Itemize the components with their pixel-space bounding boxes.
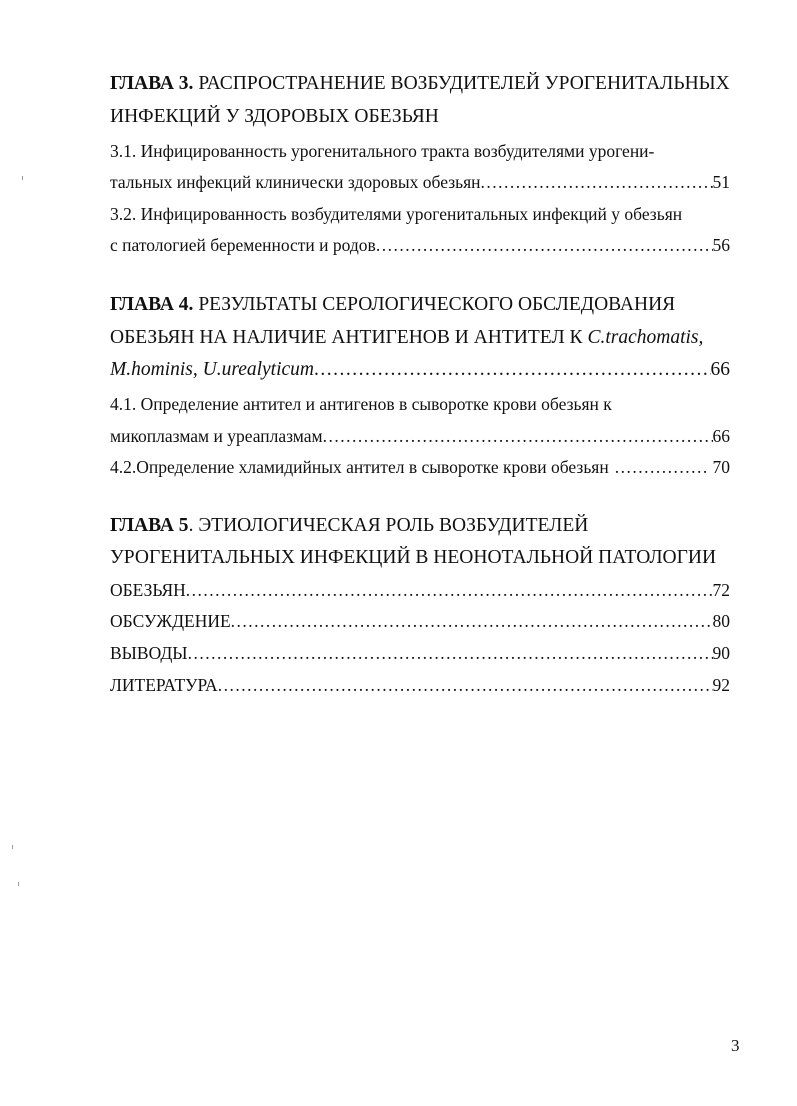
chapter3-label: ГЛАВА 3.: [110, 73, 194, 94]
section-4-1-text: микоплазмам и уреаплазмам: [110, 426, 323, 446]
section-3-1-line1: 3.1. Инфицированность урогенитального тракта возбудителями урогени-: [110, 141, 655, 161]
section-4-1-page: 66: [712, 426, 730, 446]
chapter4-page: 66: [710, 359, 730, 380]
chapter5-heading-line3: [110, 575, 730, 605]
conclusions-entry: [110, 638, 730, 668]
leader-dots: [481, 167, 713, 197]
chapter5-page: 72: [712, 580, 730, 600]
section-4-2-text: 4.2.Определение хламидийных антител в сыворотке крови обезьян: [110, 457, 609, 477]
chapter4-title: РЕЗУЛЬТАТЫ СЕРОЛОГИЧЕСКОГО ОБСЛЕДОВАНИЯ: [193, 294, 676, 315]
scan-mark: [22, 176, 23, 180]
chapter4-heading-line2: [110, 323, 730, 353]
literature-text: ЛИТЕРАТУРА: [110, 675, 218, 695]
discussion-entry: [110, 606, 730, 636]
section-3-2-line1: 3.2. Инфицированность возбудителями урогенитальных инфекций у обезьян: [110, 204, 683, 224]
leader-dots: [231, 606, 713, 636]
discussion-text: ОБСУЖДЕНИЕ: [110, 611, 231, 631]
chapter5-heading-line2: УРОГЕНИТАЛЬНЫХ ИНФЕКЦИЙ В НЕОНОТАЛЬНОЙ ПАТОЛОГИИ: [110, 547, 717, 568]
section-4-2-page: 70: [712, 457, 730, 477]
section-3-1-line2: [110, 167, 730, 197]
chapter4-species-1: C.trachomatis,: [587, 327, 704, 348]
page-number: 3: [731, 1036, 740, 1055]
chapter5-title-line3: ОБЕЗЬЯН: [110, 580, 186, 600]
leader-dots: [186, 575, 713, 605]
section-4-2-line1: [110, 452, 730, 482]
section-3-1-page: 51: [712, 172, 730, 192]
section-3-2-text: с патологией беременности и родов: [110, 235, 376, 255]
scan-mark: [18, 882, 19, 886]
chapter3-heading-line1: [110, 69, 730, 99]
chapter5-heading-line1: [110, 511, 730, 541]
chapter4-species-2: M.hominis, U.urealyticum: [110, 359, 314, 380]
conclusions-text: ВЫВОДЫ: [110, 643, 188, 663]
leader-dots: [609, 452, 707, 482]
chapter5-title: . ЭТИОЛОГИЧЕСКАЯ РОЛЬ ВОЗБУДИТЕЛЕЙ: [188, 515, 589, 536]
section-4-1-line1: 4.1. Определение антител и антигенов в сыворотке крови обезьян к: [110, 394, 612, 414]
literature-entry: [110, 670, 730, 700]
literature-page: 92: [712, 675, 730, 695]
leader-dots: [218, 670, 713, 700]
chapter4-label: ГЛАВА 4.: [110, 294, 194, 315]
conclusions-page: 90: [712, 643, 730, 663]
leader-dots: [188, 638, 713, 668]
discussion-page: 80: [712, 611, 730, 631]
section-3-1-text: тальных инфекций клинически здоровых обезьян: [110, 172, 481, 192]
section-3-2-page: 56: [712, 235, 730, 255]
leader-dots: [376, 230, 713, 260]
chapter5-label: ГЛАВА 5: [110, 515, 189, 536]
leader-dots: [314, 355, 711, 385]
section-4-1-line2: [110, 421, 730, 451]
chapter4-heading-line3: [110, 355, 730, 385]
section-3-2-line2: [110, 230, 730, 260]
leader-dots: [323, 421, 713, 451]
chapter3-heading-line2: ИНФЕКЦИЙ У ЗДОРОВЫХ ОБЕЗЬЯН: [110, 106, 439, 127]
chapter3-title: РАСПРОСТРАНЕНИЕ ВОЗБУДИТЕЛЕЙ УРОГЕНИТАЛЬНЫХ: [193, 73, 730, 94]
chapter4-title-line2: ОБЕЗЬЯН НА НАЛИЧИЕ АНТИГЕНОВ И АНТИТЕЛ К: [110, 327, 588, 348]
scan-mark: [12, 845, 13, 849]
chapter4-heading-line1: [110, 290, 730, 320]
